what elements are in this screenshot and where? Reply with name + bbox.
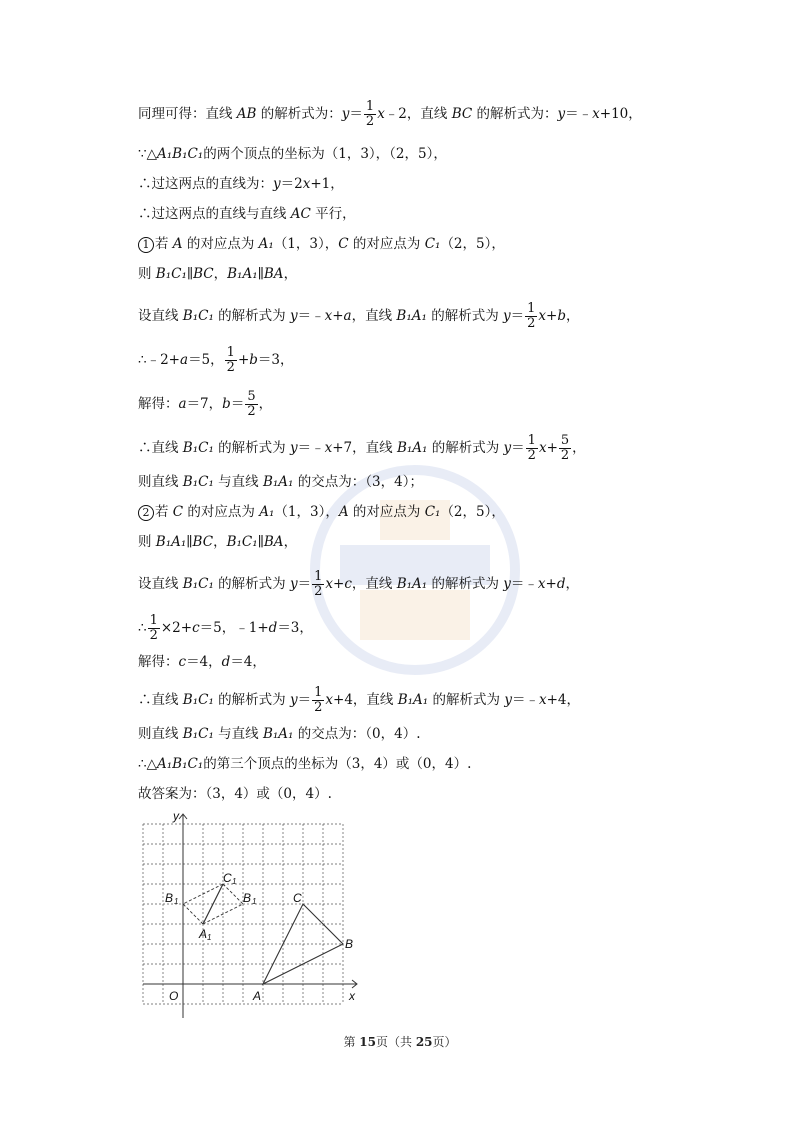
line-9: 解得：a＝7，b＝ $\frac{5}{2}$ ， bbox=[138, 389, 273, 419]
line-7: 设直线 B₁C₁ 的解析式为 y＝﹣x+a，直线 B₁A₁ 的解析式为 y＝ $\frac{1}{2}$ x+b， bbox=[138, 301, 580, 331]
point-b1-left-label: B bbox=[165, 891, 174, 905]
line-15: ∴ $\frac{1}{2}$ ×2+c＝5，﹣1+d＝3， bbox=[138, 613, 313, 643]
svg-text:1: 1 bbox=[232, 877, 237, 886]
line-10: ∴直线 B₁C₁ 的解析式为 y＝﹣x+7，直线 B₁A₁ 的解析式为 y＝ $\frac{1}{2}$ x+ $\frac{5}{2}$ ， bbox=[138, 433, 586, 463]
point-a-label: A bbox=[253, 989, 262, 1003]
line-1: 同理可得：直线 AB 的解析式为：y＝ $\frac{1}{2}$ x﹣2，直线 BC 的解析式为：y＝﹣x+10， bbox=[138, 99, 642, 129]
fraction: $\frac{1}{2}$ bbox=[365, 99, 375, 129]
point-c-label: C bbox=[293, 891, 302, 905]
point-c1-label: C bbox=[223, 871, 232, 885]
circled-number-1: 1 bbox=[138, 237, 154, 253]
svg-text:1: 1 bbox=[174, 897, 179, 906]
line-2: ∵△A₁B₁C₁的两个顶点的坐标为（1，3），（2，5）， bbox=[138, 146, 447, 162]
line-17: ∴直线 B₁C₁ 的解析式为 y＝ $\frac{1}{2}$ x+4，直线 B₁A₁ 的解析式为 y＝﹣x+4， bbox=[138, 685, 580, 715]
line-20: 故答案为：（3，4）或（0，4）. bbox=[138, 786, 332, 802]
line-12: 2 若 C 的对应点为 A₁（1，3），A 的对应点为 C₁（2，5）， bbox=[138, 502, 505, 522]
x-axis-label: x bbox=[349, 989, 355, 1003]
point-b1-right-label: B bbox=[243, 891, 252, 905]
line-16: 解得：c＝4，d＝4， bbox=[138, 654, 266, 670]
svg-text:1: 1 bbox=[252, 897, 257, 906]
axes bbox=[143, 814, 357, 1018]
line-8: ∴﹣2+a＝5， $\frac{1}{2}$ +b＝3， bbox=[138, 345, 294, 375]
page-footer: 第 15页（共 25页） bbox=[343, 1035, 457, 1049]
line-6: 则 B₁C₁∥BC，B₁A₁∥BA， bbox=[138, 266, 298, 282]
line-14: 设直线 B₁C₁ 的解析式为 y＝ $\frac{1}{2}$ x+c，直线 B₁A₁ 的解析式为 y＝﹣x+d， bbox=[138, 569, 580, 599]
line-5: 1 若 A 的对应点为 A₁（1，3），C 的对应点为 C₁（2，5）， bbox=[138, 234, 505, 254]
line-3: ∴过这两点的直线为：y＝2x+1， bbox=[138, 176, 344, 192]
circled-number-2: 2 bbox=[138, 505, 154, 521]
line-19: ∴△A₁B₁C₁的第三个顶点的坐标为（3，4）或（0，4）. bbox=[138, 756, 472, 772]
line-18: 则直线 B₁C₁ 与直线 B₁A₁ 的交点为：（0，4）. bbox=[138, 726, 421, 742]
point-a1-label: A bbox=[199, 927, 208, 941]
line-4: ∴过这两点的直线与直线 AC 平行， bbox=[138, 206, 356, 222]
line-13: 则 B₁A₁∥BC，B₁C₁∥BA， bbox=[138, 534, 298, 550]
origin-label: O bbox=[169, 989, 179, 1003]
y-axis-label: y bbox=[173, 810, 179, 823]
line-11: 则直线 B₁C₁ 与直线 B₁A₁ 的交点为：（3，4）； bbox=[138, 474, 423, 490]
point-b-label: B bbox=[345, 937, 354, 951]
coordinate-figure bbox=[135, 810, 365, 1020]
svg-text:1: 1 bbox=[207, 933, 212, 942]
